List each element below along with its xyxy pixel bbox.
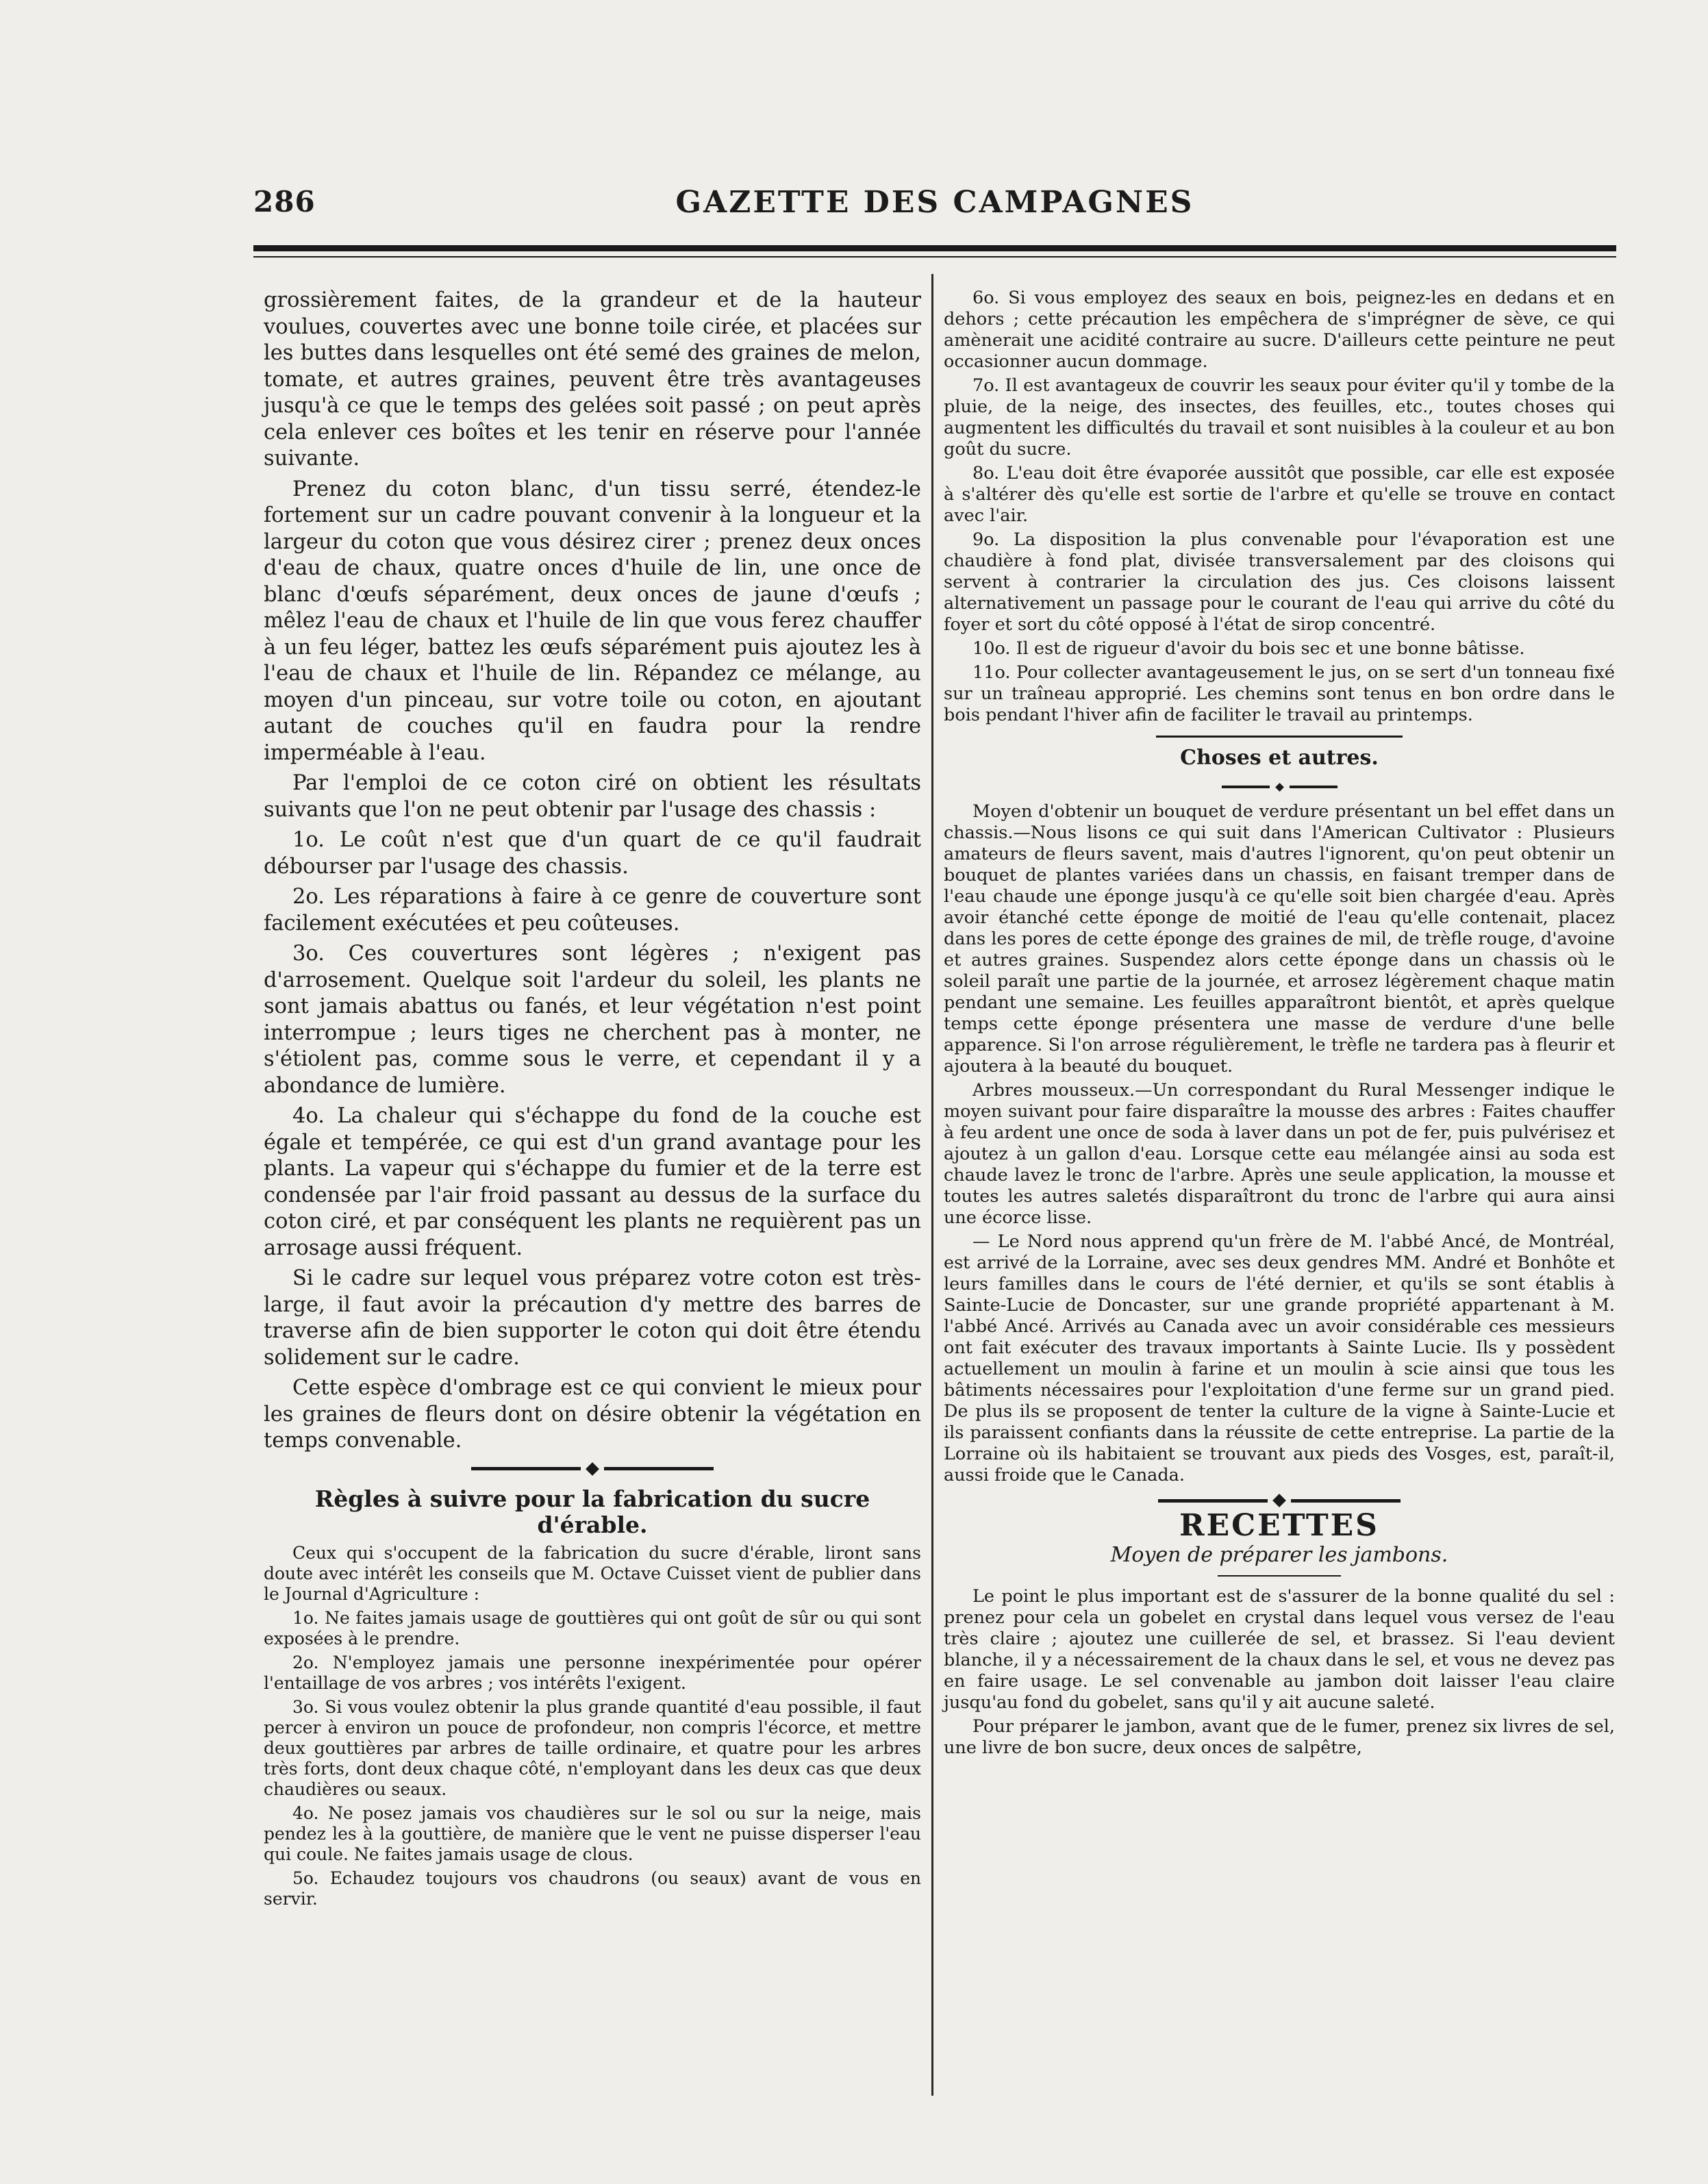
left-column: [264, 288, 921, 1913]
paragraph: 2o. Les réparations à faire à ce genre de couverture sont facilement exécutées et peu coûteuses.: [264, 885, 921, 936]
section-rule: [1156, 736, 1403, 738]
header-rule-thin: [253, 256, 1616, 258]
paragraph: 3o. Si vous voulez obtenir la plus grande quantité d'eau possible, il faut percer à environ un pouce de profondeur, non compris l'écorce, et mettre deux gouttières par arbres de taille ordinaire, et quatre pour les arbres très forts, dont deux chaque côté, n'employant dans les deux cas que deux chaudières ou seaux.: [264, 1696, 921, 1799]
section-ornament: [944, 1492, 1615, 1509]
recettes-subtitle: Moyen de préparer les jambons.: [1110, 1543, 1448, 1567]
paragraph: 3o. Ces couvertures sont légères ; n'exigent pas d'arrosement. Quelque soit l'ardeur du soleil, les plants ne sont jamais abattus ou fanés, et leur végétation n'est point interrompue ; leurs tiges ne cherchent pas à monter, ne s'étiolent pas, comme sous le verre, et cependant il y a abondance de lumière.: [264, 942, 921, 1098]
paragraph: 9o. La disposition la plus convenable pour l'évaporation est une chaudière à fond plat, divisée transversalement par des cloisons qui servent à contrarier la circulation des jus. Ces cloisons laissent alternativement un passage pour le courant de l'eau qui arrive du côté du foyer et sort du côté opposé à l'état de sirop concentré.: [944, 529, 1615, 635]
recettes-heading: RECETTES: [1179, 1508, 1379, 1543]
paragraph: Arbres mousseux.—Un correspondant du Rural Messenger indique le moyen suivant pour faire disparaître la mousse des arbres : Faites chauffer à feu ardent une once de soda à laver dans un pot de fer, puis pulvérisez et ajoutez à un gallon d'eau. Lorsque cette eau mélangée ainsi au soda est chaude lavez le tronc de l'arbre. Après une seule application, la mousse et toutes les autres saletés disparaîtront du tronc de l'arbre qui aura ainsi une écorce lisse.: [944, 1080, 1615, 1228]
section-title-choses: Choses et autres.: [1180, 746, 1379, 770]
column-divider: [931, 274, 933, 2096]
subtitle-rule: [1218, 1575, 1341, 1577]
paragraph: Le point le plus important est de s'assurer de la bonne qualité du sel : prenez pour cela un gobelet en crystal dans lequel vous versez de l'eau très claire ; ajoutez une cuillerée de sel, et brassez. Si l'eau devient blanche, il y a nécessairement de la chaux dans le sel, et vous ne devez pas en faire usage. Le sel convenable au jambon doit laisser l'eau claire jusqu'au fond du gobelet, sans qu'il y ait aucune saleté.: [944, 1586, 1615, 1713]
paragraph: 11o. Pour collecter avantageusement le jus, on se sert d'un tonneau fixé sur un traîneau approprié. Les chemins sont tenus en bon ordre dans le bois pendant l'hiver afin de faciliter le travail au printemps.: [944, 662, 1615, 725]
paragraph: 1o. Le coût n'est que d'un quart de ce qu'il faudrait débourser par l'usage des chassis.: [264, 828, 921, 879]
paragraph: 2o. N'employez jamais une personne inexpérimentée pour opérer l'entaillage de vos arbres ; vos intérêts l'exigent.: [264, 1652, 921, 1693]
paragraph: 10o. Il est de rigueur d'avoir du bois sec et une bonne bâtisse.: [972, 638, 1525, 659]
paragraph: Cette espèce d'ombrage est ce qui convient le mieux pour les graines de fleurs dont on désire obtenir la végétation en temps convenable.: [264, 1376, 921, 1453]
section-ornament: [264, 1460, 921, 1478]
page-number: 286: [253, 185, 316, 218]
paragraph: Prenez du coton blanc, d'un tissu serré, étendez-le fortement sur un cadre pouvant convenir à la longueur et la largeur du coton que vous désirez cirer ; prenez deux onces d'eau de chaux, quatre onces d'huile de lin, une once de blanc d'œufs séparément, deux onces de jaune d'œufs ; mêlez l'eau de chaux et l'huile de lin que vous ferez chauffer à un feu léger, battez les œufs séparément puis ajoutez les à l'eau de chaux et l'huile de lin. Répandez ce mélange, au moyen d'un pinceau, sur votre toile ou coton, en ajoutant autant de couches qu'il en faudra pour la rendre imperméable à l'eau.: [264, 477, 921, 765]
header-rule-thick: [253, 245, 1616, 251]
paragraph: 4o. Ne posez jamais vos chaudières sur le sol ou sur la neige, mais pendez les à la gouttière, de manière que le vent ne puisse disperser l'eau qui coule. Ne faites jamais usage de clous.: [264, 1803, 921, 1864]
sucre-article: [264, 1543, 921, 1909]
right-column: [944, 288, 1615, 1761]
paragraph: 8o. L'eau doit être évaporée aussitôt que possible, car elle est exposée à s'altérer dès qu'elle est sortie de l'arbre et qu'elle se trouve en contact avec l'air.: [944, 463, 1615, 526]
paragraph: Par l'emploi de ce coton ciré on obtient les résultats suivants que l'on ne peut obtenir par l'usage des chassis :: [264, 771, 921, 822]
paragraph: 4o. La chaleur qui s'échappe du fond de la couche est égale et tempérée, ce qui est d'un grand avantage pour les plants. La vapeur qui s'échappe du fumier et de la terre est condensée par l'air froid passant au dessus de la surface du coton ciré, et par conséquent les plants ne requièrent pas un arrosage aussi fréquent.: [264, 1104, 921, 1260]
section-title-sucre: Règles à suivre pour la fabrication du sucre d'érable.: [314, 1485, 870, 1538]
paragraph: 7o. Il est avantageux de couvrir les seaux pour éviter qu'il y tombe de la pluie, de la neige, des insectes, des feuilles, etc., toutes choses qui augmentent les difficultés du travail et sont nuisibles à la couleur et au bon goût du sucre.: [944, 375, 1615, 460]
paragraph: Pour préparer le jambon, avant que de le fumer, prenez six livres de sel, une livre de bon sucre, deux onces de salpêtre,: [944, 1716, 1615, 1758]
paragraph: 1o. Ne faites jamais usage de gouttières qui ont goût de sûr ou qui sont exposées à le prendre.: [264, 1607, 921, 1648]
page-header: [253, 179, 1616, 255]
paragraph: — Le Nord nous apprend qu'un frère de M. l'abbé Ancé, de Montréal, est arrivé de la Lorraine, avec ses deux gendres MM. André et Bonhôte et leurs familles dans le cours de l'été dernier, et qu'ils se sont établis à Sainte-Lucie de Doncaster, sur une grande propriété appartenant à M. l'abbé Ancé. Arrivés au Canada avec un avoir considérable ces messieurs ont fait exécuter des travaux importants à Sainte Lucie. Ils y possèdent actuellement un moulin à farine et un moulin à scie ainsi que tous les bâtiments nécessaires pour l'exploitation d'une ferme sur un grand pied. De plus ils se proposent de tenter la culture de la vigne à Sainte-Lucie et ils paraissent confiants dans la réussite de cette entreprise. La partie de la Lorraine où ils habitaient se trouvant aux pieds des Vosges, est, paraît-il, aussi froide que le Canada.: [944, 1231, 1615, 1485]
section-ornament: [944, 778, 1615, 796]
paragraph: grossièrement faites, de la grandeur et de la hauteur voulues, couvertes avec une bonne toile cirée, et placées sur les buttes dans lesquelles ont été semé des graines de melon, tomate, et autres graines, peuvent être très avantageuses jusqu'à ce que le temps des gelées soit passé ; on peut après cela enlever ces boîtes et les tenir en réserve pour l'année suivante.: [264, 288, 921, 470]
paragraph: Ceux qui s'occupent de la fabrication du sucre d'érable, liront sans doute avec intérêt les conseils que M. Octave Cuisset vient de publier dans le Journal d'Agriculture :: [264, 1542, 921, 1604]
paragraph: Moyen d'obtenir un bouquet de verdure présentant un bel effet dans un chassis.—Nous lisons ce qui suit dans l'American Cultivator : Plusieurs amateurs de fleurs savent, mais d'autres l'ignorent, qu'on peut obtenir un bouquet de plantes variées dans un chassis, en faisant tremper dans de l'eau chaude une éponge jusqu'à ce qu'elle soit bien chargée d'eau. Après avoir étanché cette éponge de moitié de l'eau qu'elle contenait, placez dans les pores de cette éponge des graines de mil, de trèfle rouge, d'avoine et autres graines. Suspendez alors cette éponge dans un chassis où le soleil paraît une partie de la journée, et arrosez légèrement chaque matin pendant une semaine. Les feuilles apparaîtront bientôt, et après quelque temps cette éponge présentera une masse de verdure d'une belle apparence. Si l'on arrose régulièrement, le trèfle ne tardera pas à fleurir et ajoutera à la beauté du bouquet.: [944, 801, 1615, 1077]
newspaper-title: GAZETTE DES CAMPAGNES: [675, 185, 1194, 220]
paragraph: 6o. Si vous employez des seaux en bois, peignez-les en dedans et en dehors ; cette précaution les empêchera de s'imprégner de sève, ce qui amènerait une acidité contraire au sucre. D'ailleurs cette peinture ne peut occasionner aucun dommage.: [944, 288, 1615, 372]
paragraph: Si le cadre sur lequel vous préparez votre coton est très-large, il faut avoir la précaution d'y mettre des barres de traverse afin de bien supporter le coton qui doit être étendu solidement sur le cadre.: [264, 1266, 921, 1370]
paragraph: 5o. Echaudez toujours vos chaudrons (ou seaux) avant de vous en servir.: [264, 1868, 921, 1909]
